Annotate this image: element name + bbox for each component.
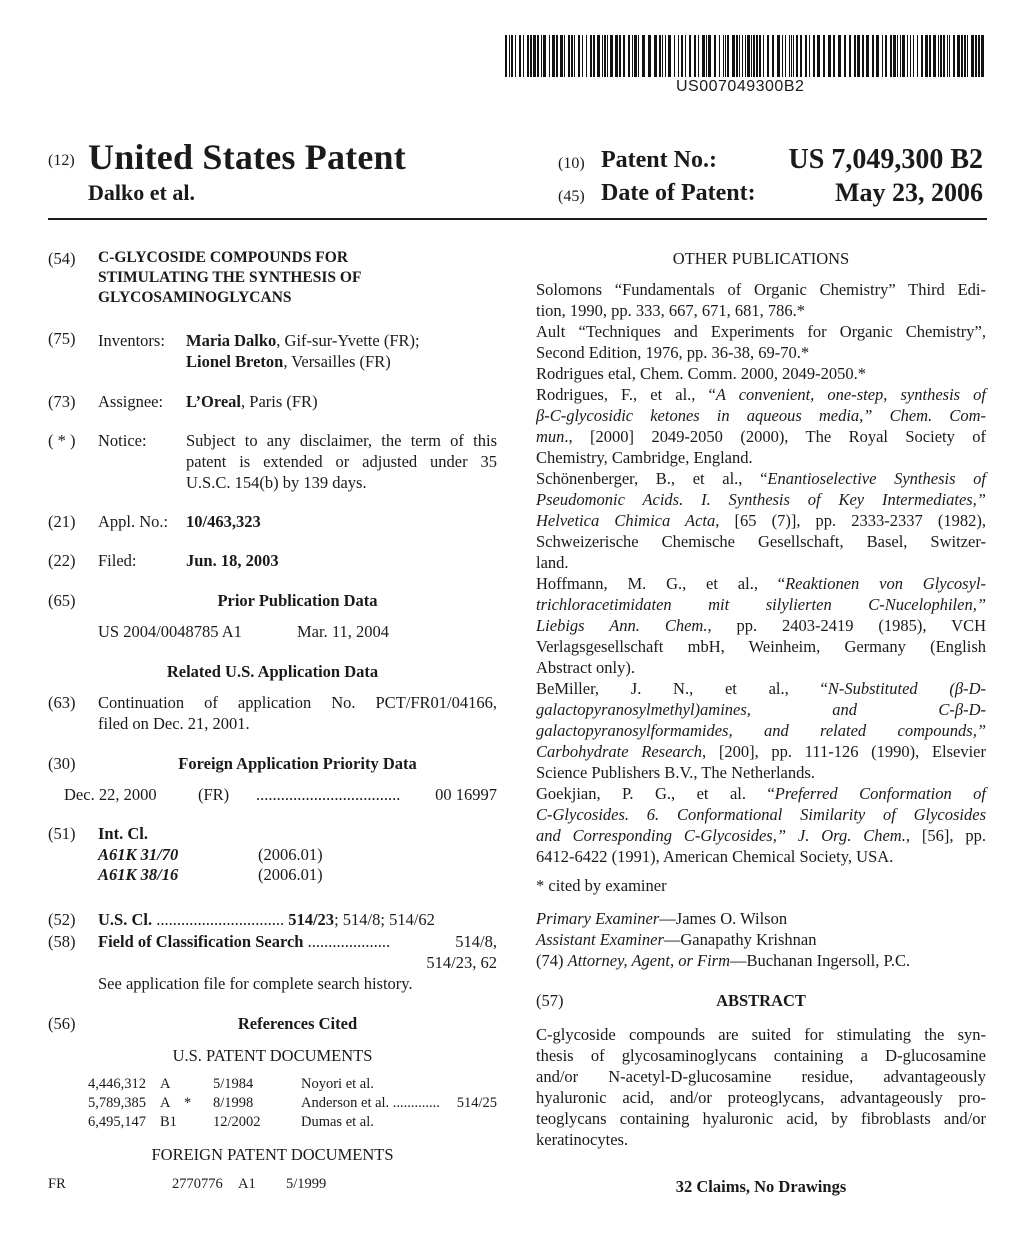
publication-line: Second Edition, 1976, pp. 36-38, 69-70.* (536, 343, 810, 362)
barcode-bar (885, 35, 887, 77)
code-21: (21) (48, 512, 76, 531)
doc-star: * (184, 1095, 192, 1111)
barcode-bar (537, 35, 539, 77)
barcode-bar (571, 35, 573, 77)
barcode-bar (940, 35, 942, 77)
publication-line: mun., [2000] 2049-2050 (2000), The Royal Society of (536, 427, 986, 446)
doc-kind: A (160, 1095, 171, 1111)
barcode-bar (739, 35, 740, 77)
publication-line: C-Glycosides. 6. Conformational Similarity of Glycosides (536, 805, 986, 824)
barcode-bar (607, 35, 608, 77)
publication-line: Abstract only). (536, 658, 635, 677)
barcode-bar (685, 35, 686, 77)
patent-date: May 23, 2006 (834, 178, 983, 207)
assistant-examiner-name: —Ganapathy Krishnan (663, 930, 817, 949)
barcode-bar (849, 35, 851, 77)
code-74: (74) (536, 951, 564, 970)
related-text (98, 692, 497, 734)
publication-line: Pseudomonic Acids. I. Synthesis of Key Intermediates,” (536, 490, 986, 509)
barcode-bar (796, 35, 798, 77)
barcode-bar (560, 35, 563, 77)
barcode-bar (719, 35, 720, 77)
barcode-bar (727, 35, 729, 77)
header-rule (48, 218, 987, 220)
barcode-bar (543, 35, 546, 77)
code-52: (52) (48, 910, 76, 929)
barcode-bar (767, 35, 769, 77)
barcode-bar (838, 35, 841, 77)
barcode-bar (753, 35, 755, 77)
foreign-priority-number: 00 16997 (435, 785, 497, 804)
barcode-bar (725, 35, 726, 77)
code-57: (57) (536, 991, 564, 1010)
foreign-priority-dots: ................................... (256, 785, 401, 804)
doc-kind: A1 (238, 1176, 256, 1192)
assignee-label: Assignee: (98, 392, 164, 411)
code-10: (10) (558, 155, 585, 172)
notice-text (186, 430, 497, 493)
barcode-bar (736, 35, 738, 77)
abstract-line: thesis of glycosaminoglycans containing a D-glucosamine (536, 1046, 986, 1065)
barcode-bar (751, 35, 752, 77)
barcode-bar (947, 35, 948, 77)
barcode-bar (953, 35, 955, 77)
publication-line: Schönenberger, B., et al., “Enantioselective Synthesis of (536, 469, 986, 488)
barcode-bar (556, 35, 558, 77)
barcode-bar (925, 35, 928, 77)
int-cl-class: A61K 38/16 (98, 865, 179, 884)
inventor-name: Lionel Breton (186, 352, 284, 371)
barcode-bar (921, 35, 923, 77)
barcode-bar (610, 35, 613, 77)
invention-title-line: C-GLYCOSIDE COMPOUNDS FOR (98, 249, 349, 266)
primary-examiner (536, 908, 787, 929)
table-row (88, 1114, 146, 1131)
authors: Dalko et al. (88, 180, 195, 205)
barcode-bar (602, 35, 603, 77)
barcode-bar (552, 35, 555, 77)
prior-pub-number: US 2004/0048785 A1 (98, 622, 242, 641)
barcode-bar (961, 35, 963, 77)
publication-line: Carbohydrate Research, [200], pp. 111-126 (1990), Elsevier (536, 742, 987, 761)
inventors-label: Inventors: (98, 331, 165, 350)
publication-line: land. (536, 553, 569, 572)
barcode-bar (678, 35, 679, 77)
publication-line: Ault “Techniques and Experiments for Organic Chemistry”, (536, 322, 986, 341)
publication-line: Chemistry, Cambridge, England. (536, 448, 753, 467)
barcode-bar (844, 35, 846, 77)
assignee-location: , Paris (FR) (241, 392, 318, 411)
int-cl-class: A61K 31/70 (98, 845, 179, 864)
barcode-bar (943, 35, 945, 77)
barcode-bar (638, 35, 639, 77)
inventor-2 (186, 351, 391, 372)
code-75: (75) (48, 329, 76, 348)
doc-name: Noyori et al. (301, 1076, 374, 1092)
barcode-bar (756, 35, 758, 77)
barcode-bar (981, 35, 984, 77)
barcode-bar (564, 35, 565, 77)
barcode-bar (574, 35, 575, 77)
inventor-name: Maria Dalko (186, 331, 277, 350)
barcode-bar (515, 35, 516, 77)
barcode-bar (777, 35, 780, 77)
barcode-bar (586, 35, 587, 77)
barcode-bar (763, 35, 764, 77)
barcode-bar (809, 35, 810, 77)
barcode-bar (759, 35, 761, 77)
primary-examiner-label: Primary Examiner (536, 909, 660, 928)
barcode-bar (541, 35, 542, 77)
abstract-line: hyaluronic acid, and/or proteoglycans, advantageously pro- (536, 1088, 986, 1107)
barcode-bar (910, 35, 911, 77)
us-cl-main: 514/23 (288, 910, 335, 929)
barcode-bar (578, 35, 580, 77)
barcode-bar (568, 35, 570, 77)
publication-line: galactopyranosylformamides, and related compounds,” (536, 721, 986, 740)
barcode-bar (866, 35, 869, 77)
barcode-bar (632, 35, 633, 77)
barcode-bar (706, 35, 707, 77)
invention-title-line: GLYCOSAMINOGLYCANS (98, 289, 292, 306)
code-notice: ( * ) (48, 431, 76, 450)
code-12: (12) (48, 152, 75, 169)
barcode-bar (957, 35, 960, 77)
foreign-docs-heading: FOREIGN PATENT DOCUMENTS (151, 1145, 394, 1164)
doc-class: 514/25 (456, 1095, 497, 1111)
barcode-bar (785, 35, 786, 77)
us-docs-heading: U.S. PATENT DOCUMENTS (172, 1046, 373, 1065)
publication-line: Solomons “Fundamentals of Organic Chemistry” Third Edi- (536, 280, 986, 299)
barcode-bar (745, 35, 746, 77)
barcode-bar (590, 35, 592, 77)
publication-line: trichloracetimidaten mit silylierten C-Nucelophilen,” (536, 595, 986, 614)
field-search-label: Field of Classification Search (98, 932, 304, 951)
barcode-bar (978, 35, 980, 77)
invention-title-line: STIMULATING THE SYNTHESIS OF (98, 269, 362, 286)
barcode-bar (527, 35, 529, 77)
barcode-bar (791, 35, 792, 77)
barcode-bar (642, 35, 645, 77)
barcode-bar (732, 35, 735, 77)
barcode-bar (519, 35, 521, 77)
notice-line: Subject to any disclaimer, the term of this (186, 431, 497, 450)
barcode-bar (615, 35, 618, 77)
code-54: (54) (48, 249, 76, 268)
publication-line: Hoffmann, M. G., et al., “Reaktionen von Glycosyl- (536, 574, 986, 593)
barcode-bar (628, 35, 630, 77)
doc-country: FR (48, 1176, 66, 1192)
code-45: (45) (558, 188, 585, 205)
barcode-bar (967, 35, 968, 77)
publication-line: Schweizerische Chemische Gesellschaft, Basel, Switzer- (536, 532, 986, 551)
field-search-note: See application file for complete search history. (98, 974, 413, 993)
publication-line: Goekjian, P. G., et al. “Preferred Conformation of (536, 784, 986, 803)
assignee-value (186, 391, 318, 412)
us-cl-rest: ; 514/8; 514/62 (334, 910, 435, 929)
publication-line: BeMiller, J. N., et al., “N-Substituted (β-D- (536, 679, 986, 698)
barcode-bar (828, 35, 831, 77)
barcode-bar (938, 35, 939, 77)
barcode-bar (634, 35, 637, 77)
abstract-line: teoglycans containing hyaluronic acid, by fibroblasts and/or (536, 1109, 986, 1128)
barcode-bar (681, 35, 683, 77)
barcode-bar (702, 35, 705, 77)
barcode-bar (505, 35, 507, 77)
cited-note: * cited by examiner (536, 876, 667, 895)
patent-no-label: Patent No.: (601, 147, 717, 173)
publication-line: β-C-glycosidic ketones in aqueous media,” Chem. Com- (536, 406, 986, 425)
us-cl-label: U.S. Cl. (98, 910, 153, 929)
other-pub-heading: OTHER PUBLICATIONS (672, 249, 850, 268)
abstract-heading: ABSTRACT (716, 991, 806, 1010)
barcode-bar (897, 35, 898, 77)
patent-title: United States Patent (88, 137, 406, 177)
related-heading: Related U.S. Application Data (166, 662, 379, 681)
barcode-bar (900, 35, 901, 77)
filed-label: Filed: (98, 551, 137, 570)
barcode-bar (668, 35, 671, 77)
publication-line: tion, 1990, pp. 333, 667, 671, 681, 786.* (536, 301, 806, 320)
barcode-bar (929, 35, 931, 77)
code-58: (58) (48, 932, 76, 951)
barcode-bar (800, 35, 802, 77)
barcode-bar (694, 35, 696, 77)
barcode-bar (933, 35, 936, 77)
attorney-name: —Buchanan Ingersoll, P.C. (730, 951, 911, 970)
doc-name: Anderson et al. ............. (301, 1095, 440, 1111)
barcode-bar (876, 35, 879, 77)
barcode-bar (857, 35, 860, 77)
field-search-line (98, 931, 390, 952)
prior-pub-date: Mar. 11, 2004 (297, 622, 389, 641)
doc-number: 5,789,385 (88, 1095, 146, 1111)
date-label: Date of Patent: (601, 180, 756, 206)
publication-line: galactopyranosylmethyl)amines, and C-β-D- (536, 700, 986, 719)
assistant-examiner (536, 929, 816, 950)
barcode-bar (530, 35, 532, 77)
publication-line: 6412-6422 (1991), American Chemical Society, USA. (536, 847, 894, 866)
barcode-bar (805, 35, 807, 77)
barcode-number: US007049300B2 (676, 78, 805, 95)
barcode-bar (817, 35, 820, 77)
barcode-bar (623, 35, 625, 77)
barcode (505, 35, 985, 77)
barcode-bar (975, 35, 977, 77)
abstract-line: C-glycoside compounds are suited for stimulating the syn- (536, 1025, 986, 1044)
barcode-bar (698, 35, 699, 77)
foreign-priority-date: Dec. 22, 2000 (64, 785, 157, 804)
publication-line: Science Publishers B.V., The Netherlands. (536, 763, 815, 782)
related-line: filed on Dec. 21, 2001. (98, 714, 250, 733)
table-row (88, 1095, 146, 1112)
barcode-bar (907, 35, 908, 77)
abstract-text (536, 1024, 986, 1150)
barcode-bar (823, 35, 825, 77)
table-row (88, 1076, 146, 1093)
barcode-bar (833, 35, 835, 77)
barcode-bar (659, 35, 661, 77)
inventor-location: , Gif-sur-Yvette (FR); (276, 331, 420, 350)
barcode-bar (813, 35, 815, 77)
code-51: (51) (48, 824, 76, 843)
barcode-bar (689, 35, 691, 77)
notice-line: patent is extended or adjusted under 35 (186, 452, 497, 471)
publication-line: and Corresponding C-Glycosides,” J. Org. Chem., [56], pp. (536, 826, 986, 845)
barcode-bar (890, 35, 892, 77)
us-cl-dots: ............................... (156, 910, 285, 929)
attorney-label: Attorney, Agent, or Firm (567, 951, 731, 970)
barcode-bar (913, 35, 914, 77)
abstract-line: keratinocytes. (536, 1130, 629, 1149)
code-30: (30) (48, 754, 76, 773)
barcode-bar (648, 35, 651, 77)
barcode-bar (917, 35, 918, 77)
code-56: (56) (48, 1014, 76, 1033)
primary-examiner-name: —James O. Wilson (659, 909, 788, 928)
barcode-bar (723, 35, 724, 77)
barcode-bar (597, 35, 600, 77)
doc-name: Dumas et al. (301, 1114, 374, 1130)
barcode-bar (902, 35, 905, 77)
appl-label: Appl. No.: (98, 512, 169, 531)
foreign-priority-country: (FR) (198, 785, 230, 804)
doc-date: 8/1998 (213, 1095, 254, 1111)
barcode-bar (604, 35, 606, 77)
barcode-bar (782, 35, 783, 77)
barcode-bar (714, 35, 716, 77)
filed-date: Jun. 18, 2003 (186, 551, 279, 570)
publication-line: Liebigs Ann. Chem., pp. 2403-2419 (1985), VCH (536, 616, 986, 635)
prior-pub-heading: Prior Publication Data (217, 591, 378, 610)
barcode-bar (533, 35, 536, 77)
field-search-dots: .................... (307, 932, 391, 951)
barcode-bar (747, 35, 750, 77)
refs-heading: References Cited (237, 1014, 358, 1033)
publication-line: Rodrigues etal, Chem. Comm. 2000, 2049-2050.* (536, 364, 866, 383)
attorney (536, 950, 910, 971)
related-line: Continuation of application No. PCT/FR01/04166, (98, 693, 497, 712)
int-cl-version: (2006.01) (258, 845, 323, 864)
code-63: (63) (48, 693, 76, 712)
barcode-bar (582, 35, 583, 77)
barcode-bar (549, 35, 550, 77)
barcode-bar (654, 35, 657, 77)
barcode-bar (893, 35, 896, 77)
us-cl-line (98, 909, 435, 930)
barcode-bar (708, 35, 711, 77)
barcode-bar (509, 35, 510, 77)
barcode-bar (872, 35, 874, 77)
claims-summary: 32 Claims, No Drawings (675, 1177, 847, 1196)
assistant-examiner-label: Assistant Examiner (536, 930, 664, 949)
barcode-bar (665, 35, 666, 77)
publication-line: Helvetica Chimica Acta, [65 (7)], pp. 2333-2337 (1982), (536, 511, 986, 530)
barcode-bar (793, 35, 794, 77)
notice-line: U.S.C. 154(b) by 139 days. (186, 473, 367, 492)
barcode-bar (949, 35, 950, 77)
publication-line: Verlagsgesellschaft mbH, Weinheim, Germany (English (536, 637, 986, 656)
appl-number: 10/463,323 (186, 512, 261, 531)
int-cl-heading: Int. Cl. (98, 824, 148, 843)
doc-kind: A (160, 1076, 171, 1092)
assignee-name: L’Oreal (186, 392, 242, 411)
doc-number: 4,446,312 (88, 1076, 146, 1092)
barcode-bar (662, 35, 663, 77)
other-publications (536, 279, 986, 867)
doc-date: 5/1984 (213, 1076, 254, 1092)
code-65: (65) (48, 591, 76, 610)
barcode-bar (619, 35, 621, 77)
doc-date: 5/1999 (286, 1176, 327, 1192)
foreign-priority-heading: Foreign Application Priority Data (178, 754, 417, 773)
barcode-bar (882, 35, 883, 77)
field-search-value: 514/8, (455, 932, 497, 951)
patent-number: US 7,049,300 B2 (788, 144, 983, 175)
barcode-bar (772, 35, 774, 77)
publication-line: Rodrigues, F., et al., “A convenient, one-step, synthesis of (536, 385, 986, 404)
barcode-bar (742, 35, 743, 77)
doc-date: 12/2002 (213, 1114, 261, 1130)
barcode-bar (523, 35, 524, 77)
doc-number: 6,495,147 (88, 1114, 146, 1130)
invention-title (98, 248, 361, 308)
barcode-bar (971, 35, 974, 77)
code-73: (73) (48, 392, 76, 411)
barcode-bar (862, 35, 864, 77)
barcode-bar (854, 35, 856, 77)
int-cl-version: (2006.01) (258, 865, 323, 884)
code-22: (22) (48, 551, 76, 570)
barcode-bar (511, 35, 513, 77)
barcode-bar (789, 35, 790, 77)
abstract-line: and/or N-acetyl-D-glucosamine residue, advantageously (536, 1067, 986, 1086)
notice-label: Notice: (98, 431, 147, 450)
doc-number: 2770776 (172, 1176, 223, 1192)
field-search-value-2: 514/23, 62 (426, 953, 497, 972)
barcode-bar (964, 35, 966, 77)
barcode-bar (674, 35, 675, 77)
doc-kind: B1 (160, 1114, 177, 1130)
inventor-location: , Versailles (FR) (283, 352, 391, 371)
barcode-bar (593, 35, 595, 77)
inventor-1 (186, 330, 420, 351)
